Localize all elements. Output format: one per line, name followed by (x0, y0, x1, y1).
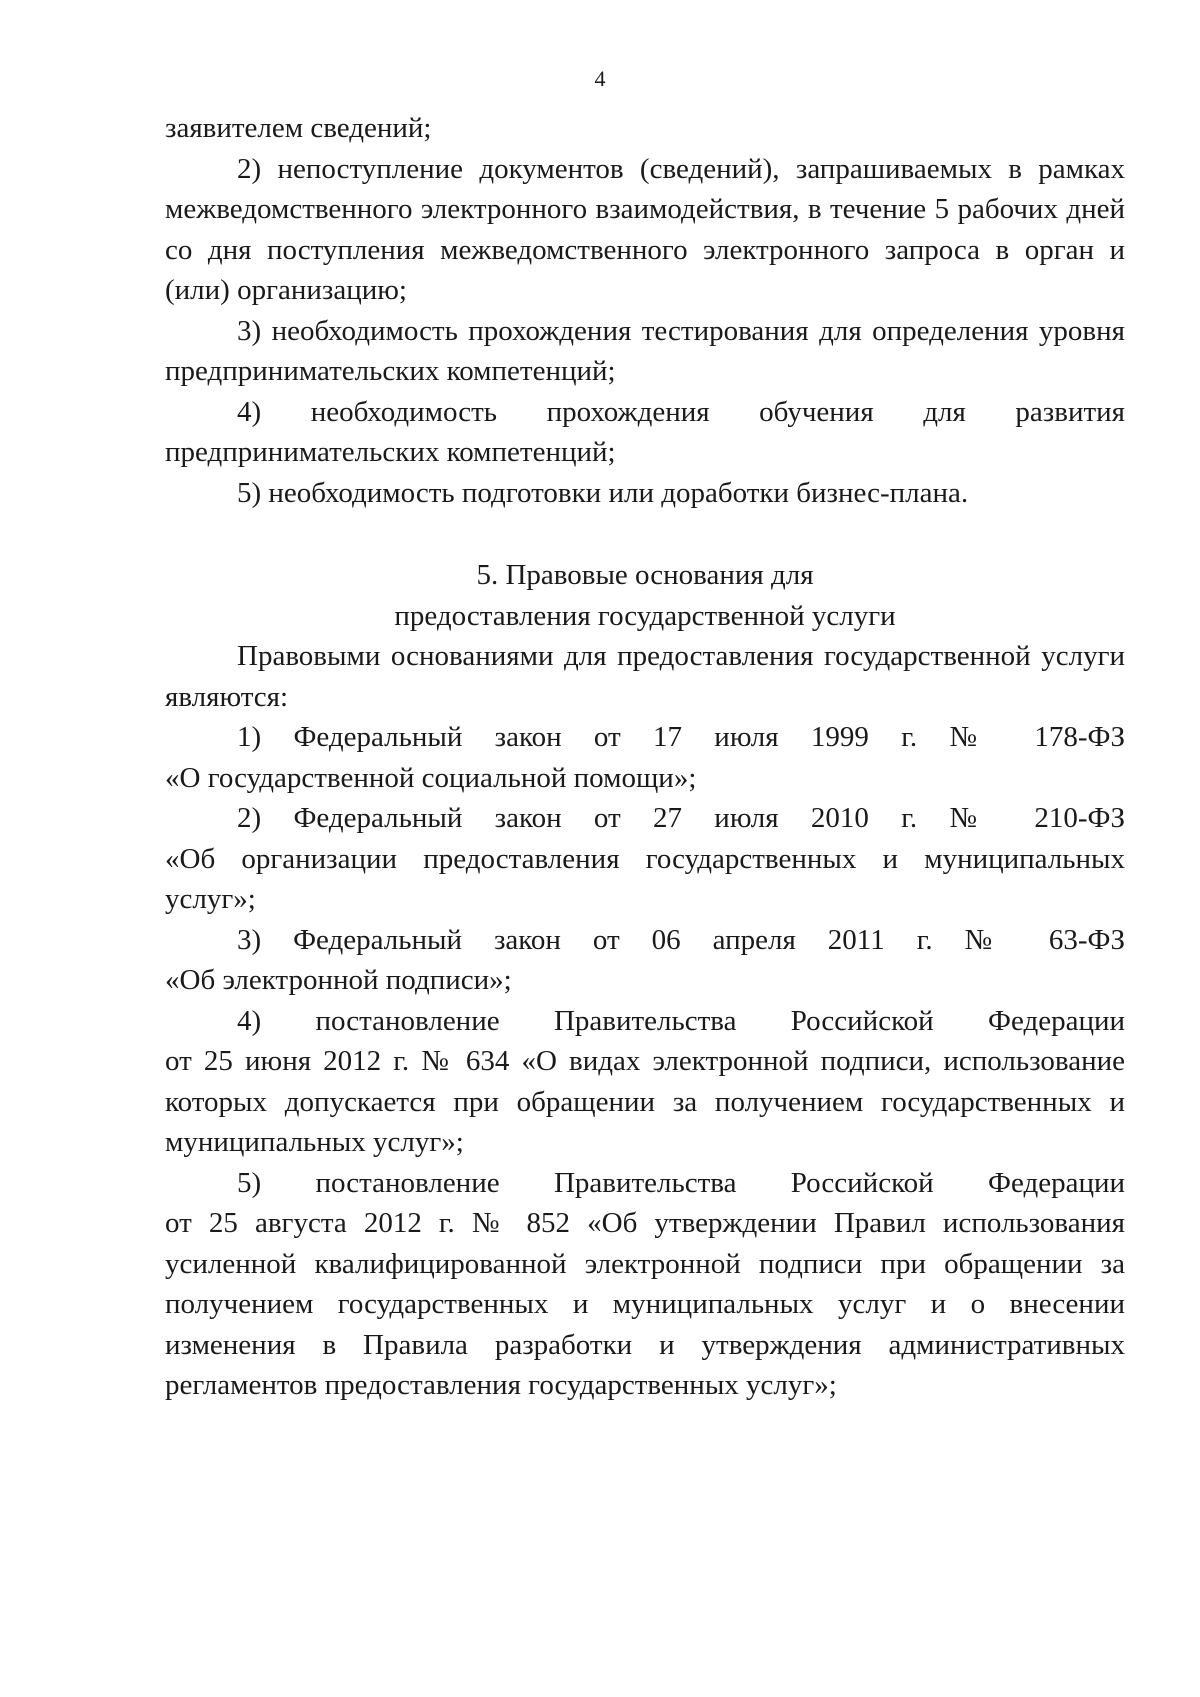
list-item-3: 3) необходимость прохождения тестирования для определения уровня предпринимательских компетенций; (165, 314, 1125, 387)
legal-basis-item-4-rest: от 25 июня 2012 г. № 634 «О видах электронной подписи, использование которых допускается при обращении за получением государственных и муниципальных услуг»; (165, 1045, 1125, 1158)
legal-basis-item-2-rest: «Об организации предоставления государственных и муниципальных услуг»; (165, 842, 1125, 915)
legal-basis-item-4-line-1: 4) постановление Правительства Российской Федерации (237, 1004, 1125, 1037)
legal-basis-item-5-rest: от 25 августа 2012 г. № 852 «Об утверждении Правил использования усиленной квалифицированной электронной подписи при обращении за получением государственных и муниципальных услуг и о внесении изменения в Правила разработки и утверждения административных регламентов предоставления государственных услуг»; (165, 1207, 1125, 1401)
legal-basis-item-3-rest: «Об электронной подписи»; (165, 964, 512, 996)
document-body (165, 108, 1125, 1406)
page-number: 4 (594, 66, 606, 91)
list-item-1-tail: заявителем сведений; (165, 112, 432, 144)
list-item-4: 4) необходимость прохождения обучения для развития предпринимательских компетенций; (165, 395, 1125, 468)
legal-basis-item-5-line-1: 5) постановление Правительства Российской Федерации (237, 1166, 1125, 1199)
section-intro: Правовыми основаниями для предоставления государственной услуги являются: (165, 640, 1125, 713)
list-item-5: 5) необходимость подготовки или доработки бизнес-плана. (237, 476, 969, 509)
section-heading-line-2: предоставления государственной услуги (394, 599, 896, 632)
list-item-2: 2) непоступление документов (сведений), запрашиваемых в рамках межведомственного электронного взаимодействия, в течение 5 рабочих дней со дня поступления межведомственного электронного запроса в орган и (или) организацию; (165, 152, 1125, 306)
legal-basis-item-1-line-1: 1) Федеральный закон от 17 июля 1999 г. № 178-ФЗ (237, 721, 1125, 753)
legal-basis-item-3-line-1: 3) Федеральный закон от 06 апреля 2011 г. № 63-ФЗ (237, 923, 1125, 956)
section-heading (165, 555, 1125, 636)
legal-basis-item-2-line-1: 2) Федеральный закон от 27 июля 2010 г. № 210-ФЗ (237, 802, 1125, 834)
section-heading-line-1: 5. Правовые основания для (476, 559, 814, 591)
legal-basis-item-1-rest: «О государственной социальной помощи»; (165, 761, 697, 794)
